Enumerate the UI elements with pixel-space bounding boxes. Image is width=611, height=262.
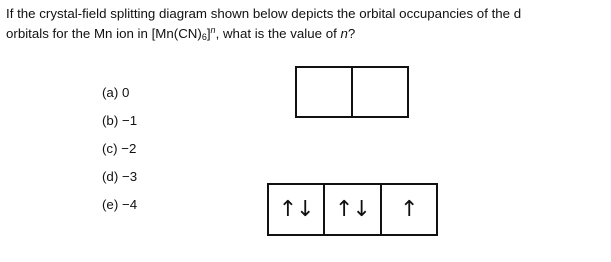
choice-value: −3 [121,169,138,184]
choice-value: −1 [121,113,138,128]
formula-bracket: ] [206,26,211,41]
upper-orbital-box [297,68,353,116]
upper-orbital-box [353,68,407,116]
lower-orbital-box: ↑↓ [269,185,325,234]
choice-a [102,83,137,111]
choice-label: (a) [102,85,119,100]
upper-orbital-set [295,66,409,118]
question-line-2-start: orbitals for the Mn ion in [Mn(CN) [6,26,202,41]
choice-label: (b) [102,113,119,128]
answer-choices [102,83,137,223]
choice-value: 0 [121,85,130,100]
choice-label: (c) [102,141,118,156]
choice-d [102,167,137,195]
question-line-1: If the crystal-field splitting diagram shown below depicts the orbital occupancies of the d [6,6,522,21]
choice-b [102,111,137,139]
question-line-2-end: ? [347,26,356,41]
question-variable: n [340,26,348,41]
lower-orbital-set [267,183,438,236]
choice-value: −2 [121,141,137,156]
charge-superscript: n [210,25,216,35]
formula-subscript: 6 [201,32,207,42]
lower-orbital-box: ↑ [400,197,418,222]
choice-c [102,139,137,167]
lower-orbital-box: ↑↓ [325,185,381,234]
question-line-2-middle: , what is the value of [215,26,341,41]
choice-label: (d) [102,169,119,184]
choice-e [102,195,137,223]
choice-label: (e) [102,197,119,212]
question-text [6,4,606,44]
choice-value: −4 [121,197,138,212]
